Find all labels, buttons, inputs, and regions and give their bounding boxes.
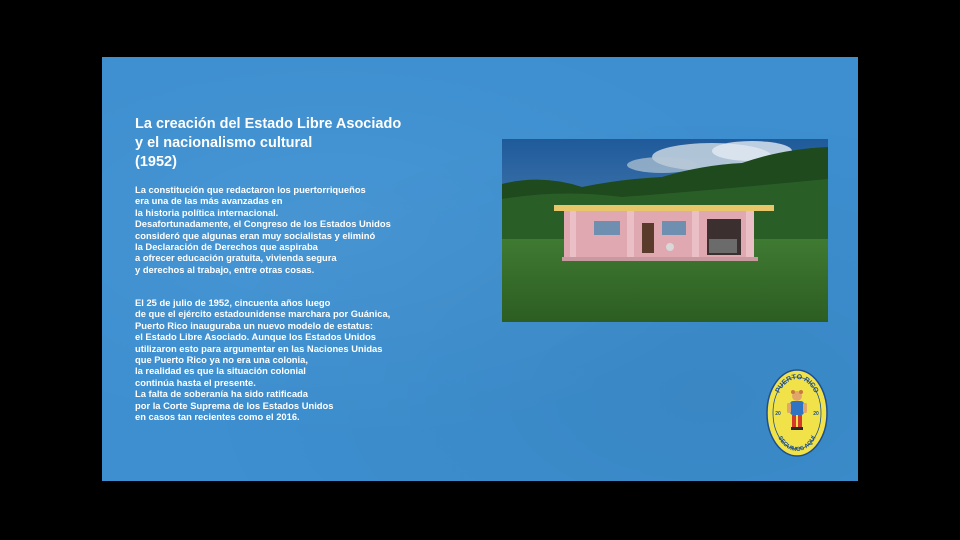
title-line: y el nacionalismo cultural [135,135,313,151]
text-line: en casos tan recientes como el 2016. [135,411,300,423]
text-line: La falta de soberanía ha sido ratificada [135,388,308,400]
slide-title [135,115,465,172]
badge-top-text: PUERTO RICO [774,373,820,395]
badge-bottom-text: SEGUIMOS AQUÍ [776,435,818,454]
slide [102,57,858,481]
title-line: (1952) [135,154,177,170]
paragraph-estado-libre-asociado [135,297,390,422]
text-line: consideró que algunas eran muy socialistas y eliminó [135,229,376,241]
house-photo [502,139,828,322]
badge-right-number: 20 [813,411,819,417]
puerto-rico-seguimos-aqui-badge [766,369,828,457]
text-line: y derechos al trabajo, entre otras cosas. [135,263,315,275]
text-line: por la Corte Suprema de los Estados Unidos [135,399,334,411]
text-line: El 25 de julio de 1952, cincuenta años luego [135,297,331,308]
badge-left-number: 20 [775,411,781,417]
text-line: el Estado Libre Asociado. Aunque los Estados Unidos [135,331,377,343]
text-line: a ofrecer educación gratuita, vivienda segura [135,252,337,264]
text-line: continúa hasta el presente. [135,376,256,388]
text-line: era una de las más avanzadas en [135,195,283,207]
text-line: la Declaración de Derechos que aspiraba [135,241,318,253]
text-line: que Puerto Rico ya no era una colonia, [135,354,308,366]
text-line: La constitución que redactaron los puertorriqueños [135,184,366,195]
text-line: la realidad es que la situación colonial [135,365,306,377]
text-line: la historia política internacional. [135,206,279,218]
text-line: Puerto Rico inauguraba un nuevo modelo de estatus: [135,319,374,331]
text-line: de que el ejército estadounidense marchara por Guánica, [135,308,391,320]
paragraph-constitution [135,184,391,275]
text-line: Desafortunadamente, el Congreso de los Estados Unidos [135,218,391,230]
title-line: La creación del Estado Libre Asociado [135,116,402,132]
text-line: utilizaron esto para argumentar en las Naciones Unidas [135,342,383,354]
